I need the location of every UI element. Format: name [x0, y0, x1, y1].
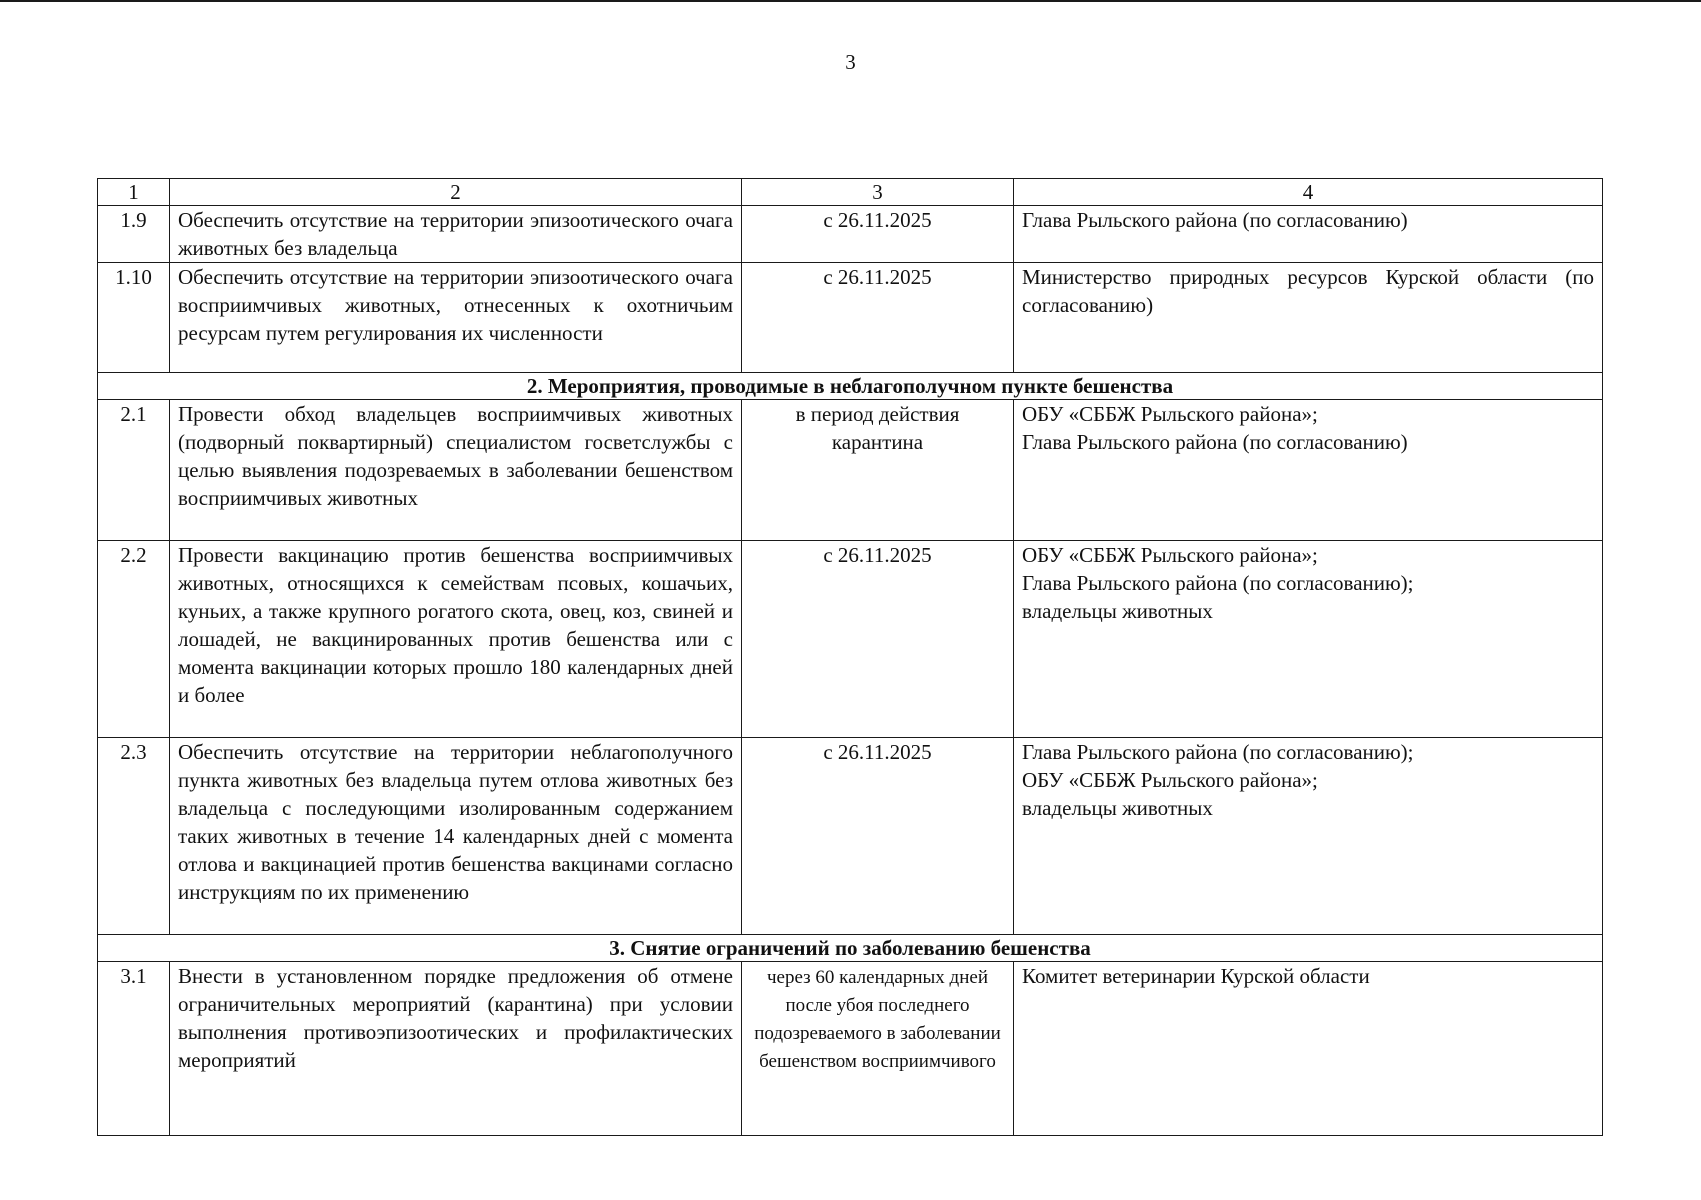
column-header-4: 4 — [1014, 179, 1603, 206]
measures-table — [97, 178, 1603, 1136]
measure-description: Провести обход владельцев восприимчивых животных (подворный поквартирный) специалистом госветслужбы с целью выявления подозреваемых в заболевании бешенством восприимчивых животных — [170, 400, 742, 541]
responsible-party: Министерство природных ресурсов Курской области (по согласованию) — [1014, 263, 1603, 373]
responsible-line: Глава Рыльского района (по согласованию) — [1022, 430, 1408, 454]
row-number: 1.9 — [98, 206, 170, 263]
measure-term: с 26.11.2025 — [742, 206, 1014, 263]
row-number: 2.2 — [98, 541, 170, 738]
responsible-party: Глава Рыльского района (по согласованию) — [1014, 206, 1603, 263]
measure-term: в период действия карантина — [742, 400, 1014, 541]
column-header-2: 2 — [170, 179, 742, 206]
responsible-line: Глава Рыльского района (по согласованию); — [1022, 571, 1414, 595]
measure-term: с 26.11.2025 — [742, 541, 1014, 738]
scan-top-border — [0, 0, 1701, 2]
measure-description: Обеспечить отсутствие на территории эпизоотического очага восприимчивых животных, отнесенных к охотничьим ресурсам путем регулирования их численности — [170, 263, 742, 373]
section-header-row — [98, 373, 1603, 400]
responsible-line: Глава Рыльского района (по согласованию); — [1022, 740, 1414, 764]
page-number: 3 — [845, 50, 856, 74]
section-header-row — [98, 935, 1603, 962]
measure-description: Внести в установленном порядке предложения об отмене ограничительных мероприятий (карантина) при условии выполнения противоэпизоотических и профилактических мероприятий — [170, 962, 742, 1136]
table-row — [98, 206, 1603, 263]
column-header-3: 3 — [742, 179, 1014, 206]
row-number: 3.1 — [98, 962, 170, 1136]
responsible-party — [1014, 541, 1603, 738]
table-row — [98, 738, 1603, 935]
column-header-1: 1 — [98, 179, 170, 206]
table-row — [98, 263, 1603, 373]
responsible-party — [1014, 738, 1603, 935]
section-title: 3. Снятие ограничений по заболеванию бешенства — [98, 935, 1603, 962]
measure-term: с 26.11.2025 — [742, 738, 1014, 935]
responsible-line: ОБУ «СББЖ Рыльского района»; — [1022, 543, 1318, 567]
measure-term: с 26.11.2025 — [742, 263, 1014, 373]
section-title: 2. Мероприятия, проводимые в неблагополучном пункте бешенства — [98, 373, 1603, 400]
responsible-line: владельцы животных — [1022, 796, 1213, 820]
row-number: 2.3 — [98, 738, 170, 935]
table-row — [98, 962, 1603, 1136]
table-row — [98, 400, 1603, 541]
measure-description: Обеспечить отсутствие на территории эпизоотического очага животных без владельца — [170, 206, 742, 263]
measure-description: Обеспечить отсутствие на территории неблагополучного пункта животных без владельца путем отлова животных без владельца с последующими изолированным содержанием таких животных в течение 14 календарных дней с момента отлова и вакцинацией против бешенства вакцинами согласно инструкциям по их применению — [170, 738, 742, 935]
responsible-line: владельцы животных — [1022, 599, 1213, 623]
table-row — [98, 541, 1603, 738]
measure-term: через 60 календарных дней после убоя последнего подозреваемого в заболевании бешенством восприимчивого — [742, 962, 1014, 1136]
responsible-party — [1014, 400, 1603, 541]
measure-description: Провести вакцинацию против бешенства восприимчивых животных, относящихся к семействам псовых, кошачьих, куньих, а также крупного рогатого скота, овец, коз, свиней и лошадей, не вакцинированных против бешенства или с момента вакцинации которых прошло 180 календарных дней и более — [170, 541, 742, 738]
row-number: 1.10 — [98, 263, 170, 373]
responsible-line: ОБУ «СББЖ Рыльского района»; — [1022, 768, 1318, 792]
responsible-party: Комитет ветеринарии Курской области — [1014, 962, 1603, 1136]
responsible-line: ОБУ «СББЖ Рыльского района»; — [1022, 402, 1318, 426]
table-header-row — [98, 179, 1603, 206]
row-number: 2.1 — [98, 400, 170, 541]
